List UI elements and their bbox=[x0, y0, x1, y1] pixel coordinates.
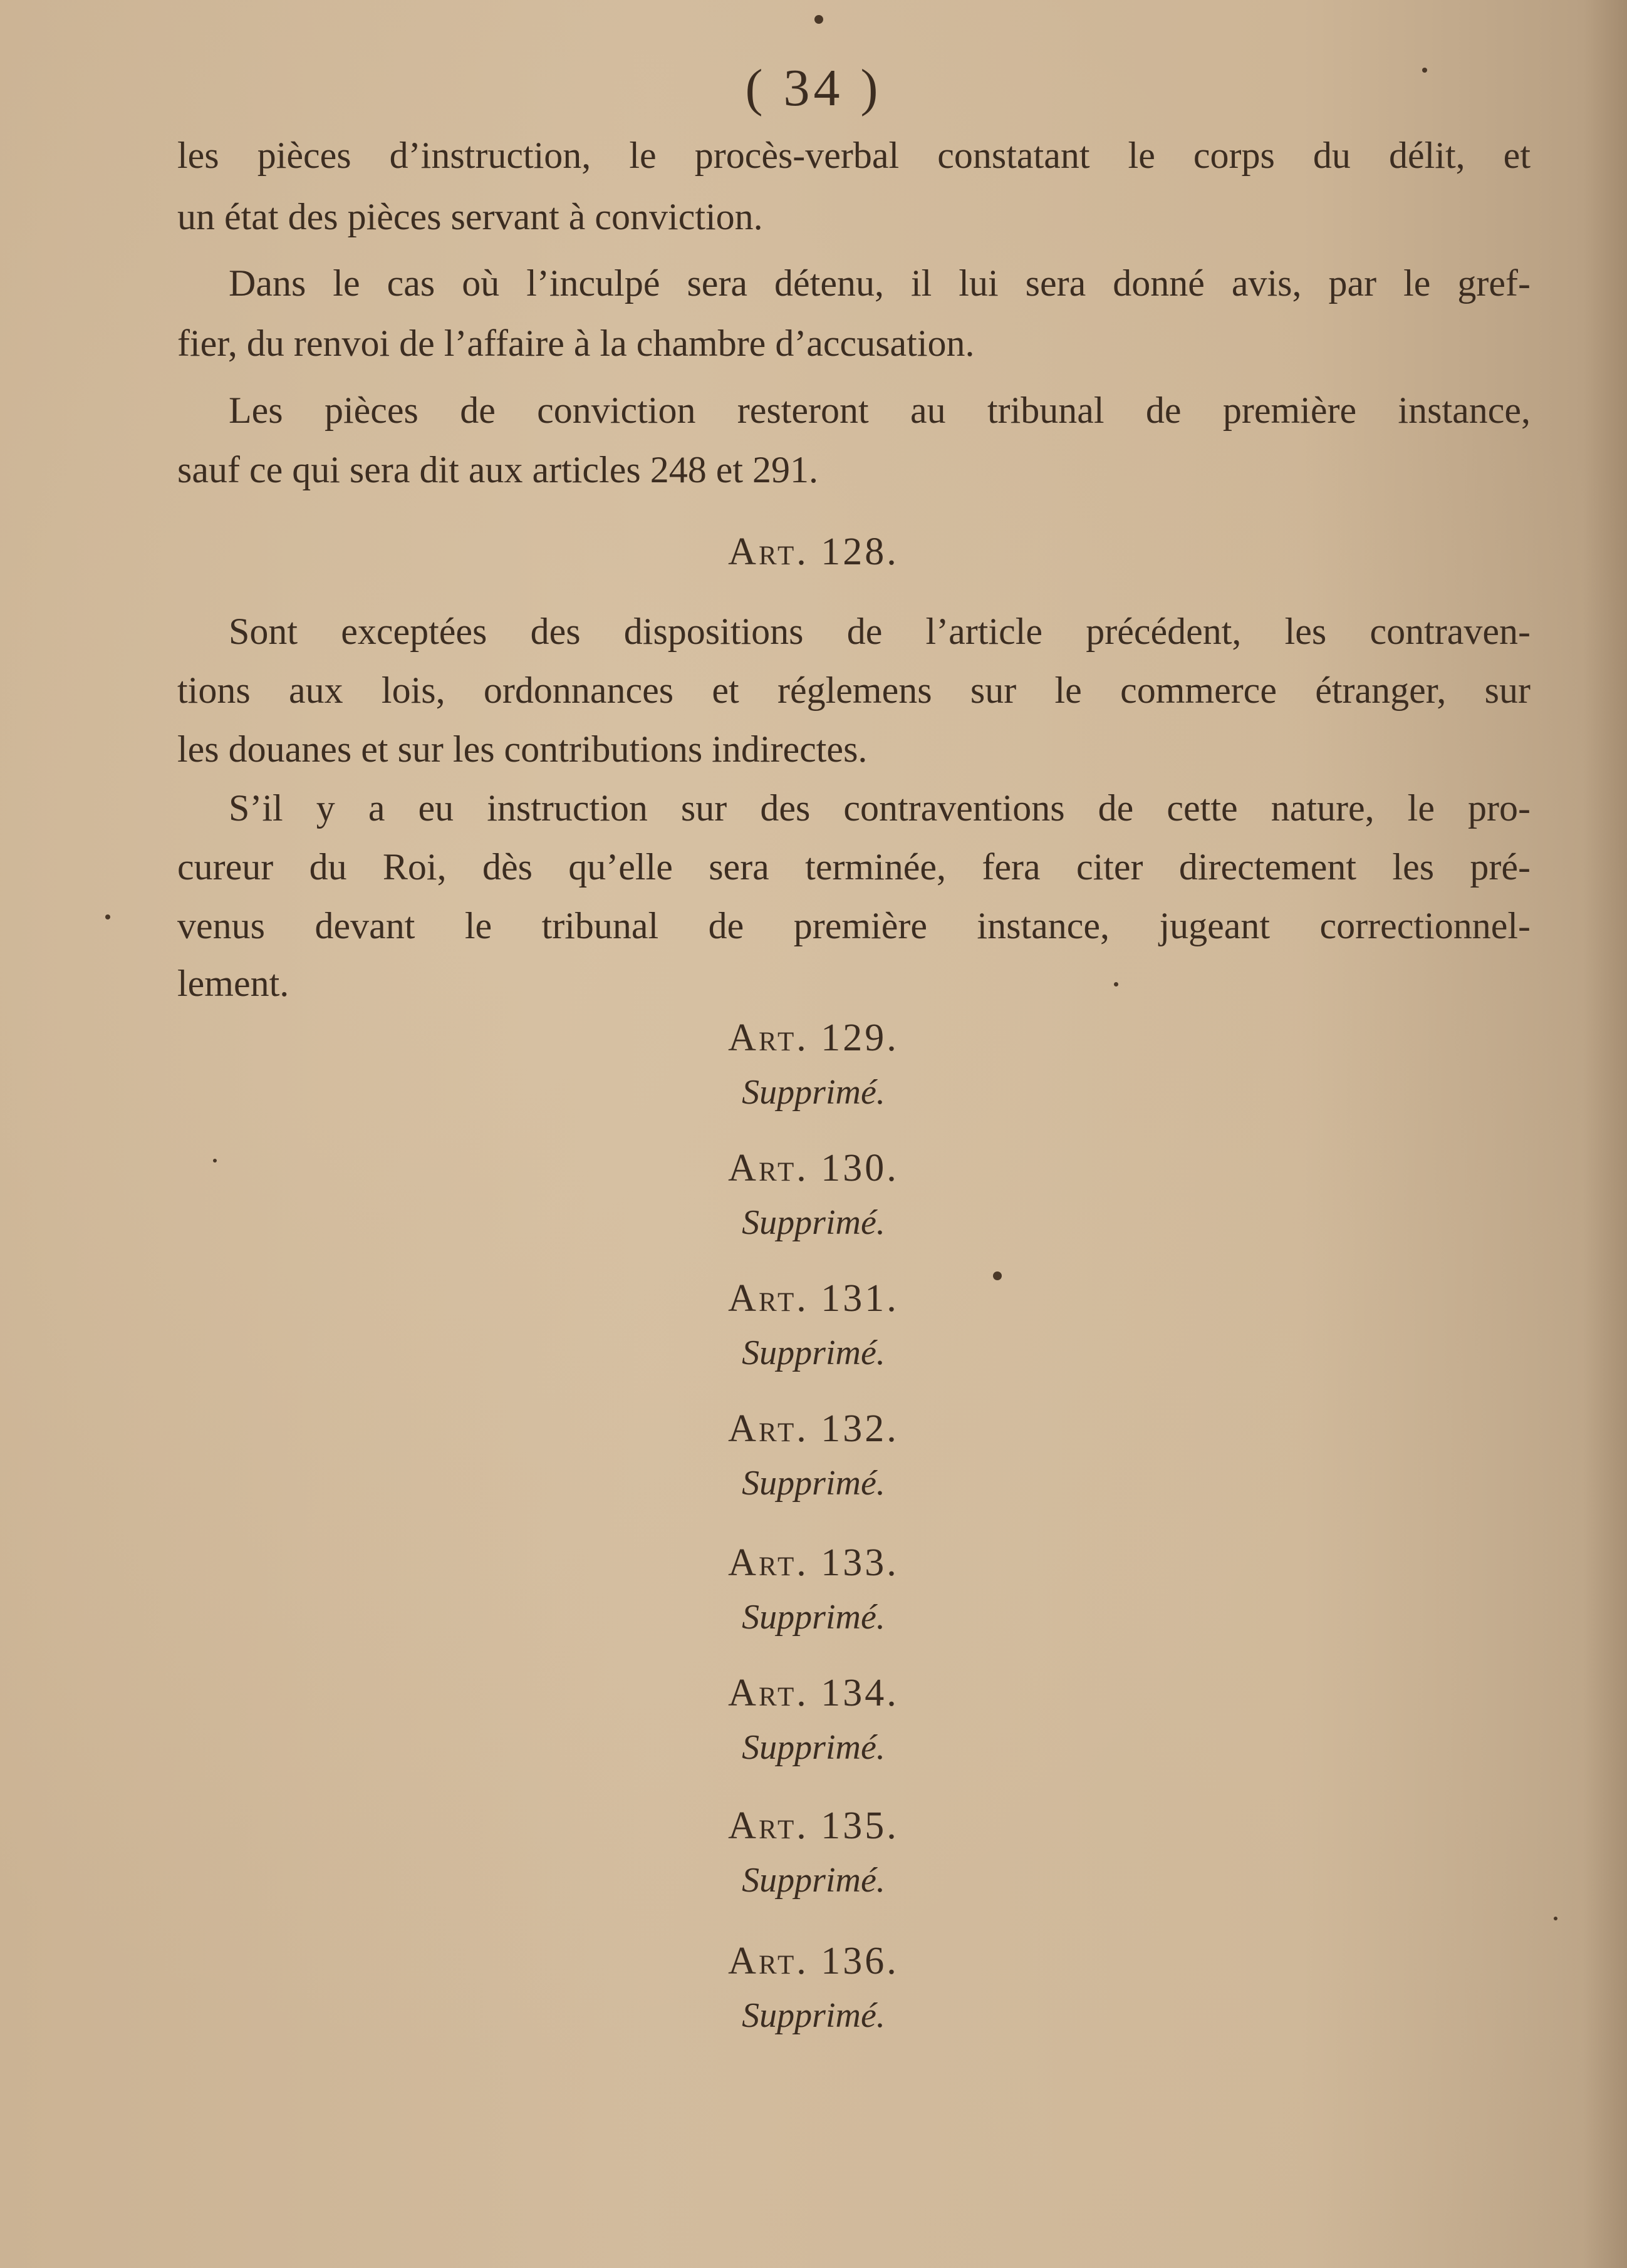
article-heading: Art. 136. bbox=[728, 1940, 899, 1982]
text-line: les pièces d’instruction, le procès-verbal constatant le corps du délit, et bbox=[177, 135, 1531, 176]
text-line: Dans le cas où l’inculpé sera détenu, il lui sera donné avis, par le gref- bbox=[229, 262, 1531, 304]
page-edge-shadow bbox=[1583, 0, 1627, 2268]
article-note: Supprimé. bbox=[742, 1464, 885, 1503]
paper-speck bbox=[814, 15, 823, 24]
text-line: un état des pièces servant à conviction. bbox=[177, 196, 763, 237]
article-note: Supprimé. bbox=[742, 1333, 885, 1372]
article-heading: Art. 134. bbox=[728, 1672, 899, 1714]
article-note: Supprimé. bbox=[742, 1073, 885, 1112]
article-heading: Art. 133. bbox=[728, 1541, 899, 1584]
article-heading: Art. 128. bbox=[728, 531, 899, 573]
paper-speck bbox=[993, 1271, 1002, 1280]
page-number: ( 34 ) bbox=[745, 59, 882, 117]
text-line: venus devant le tribunal de première instance, jugeant correctionnel- bbox=[177, 905, 1531, 946]
text-line: sauf ce qui sera dit aux articles 248 et 291. bbox=[177, 449, 818, 490]
article-heading: Art. 129. bbox=[728, 1017, 899, 1059]
text-line: S’il y a eu instruction sur des contraventions de cette nature, le pro- bbox=[229, 787, 1531, 829]
paper-speck bbox=[1422, 68, 1427, 73]
text-line: cureur du Roi, dès qu’elle sera terminée, fera citer directement les pré- bbox=[177, 846, 1531, 888]
text-line: les douanes et sur les contributions indirectes. bbox=[177, 728, 868, 770]
paper-speck bbox=[213, 1159, 217, 1162]
paper-speck bbox=[105, 914, 110, 919]
text-line: tions aux lois, ordonnances et réglemens sur le commerce étranger, sur bbox=[177, 670, 1531, 711]
text-line: Sont exceptées des dispositions de l’article précédent, les contraven- bbox=[229, 611, 1531, 652]
article-note: Supprimé. bbox=[742, 1728, 885, 1767]
article-note: Supprimé. bbox=[742, 1996, 885, 2035]
paper-speck bbox=[1114, 982, 1118, 986]
text-line: lement. bbox=[177, 963, 289, 1004]
article-note: Supprimé. bbox=[742, 1861, 885, 1900]
article-heading: Art. 130. bbox=[728, 1147, 899, 1189]
text-line: fier, du renvoi de l’affaire à la chambre d’accusation. bbox=[177, 323, 975, 364]
article-note: Supprimé. bbox=[742, 1203, 885, 1242]
article-heading: Art. 132. bbox=[728, 1407, 899, 1450]
article-heading: Art. 135. bbox=[728, 1805, 899, 1847]
paper-speck bbox=[1554, 1917, 1557, 1920]
article-heading: Art. 131. bbox=[728, 1277, 899, 1320]
text-line: Les pièces de conviction resteront au tribunal de première instance, bbox=[229, 390, 1531, 431]
article-note: Supprimé. bbox=[742, 1598, 885, 1637]
